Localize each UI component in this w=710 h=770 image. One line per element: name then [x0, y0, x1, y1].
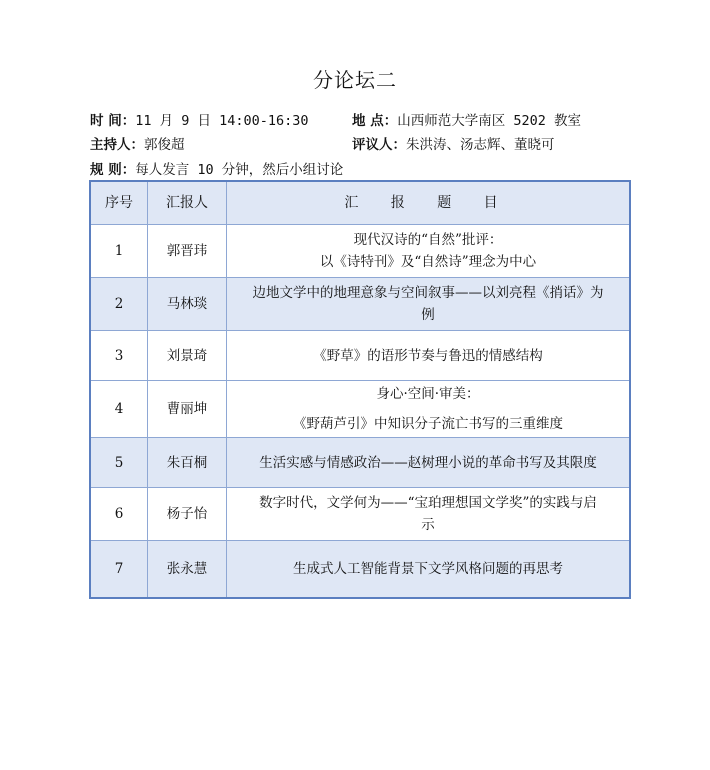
- rule-info: [90, 161, 343, 179]
- topic-line: 例: [421, 307, 435, 323]
- row-num: 2: [90, 278, 148, 331]
- row-topic: [227, 278, 631, 331]
- topic-line: 以《诗特刊》及“自然诗”理念为中心: [319, 254, 537, 270]
- topic-line: 现代汉诗的“自然”批评：: [353, 232, 503, 248]
- time-info: [90, 112, 309, 130]
- table-row: [90, 381, 630, 438]
- header-reporter: 汇报人: [148, 181, 227, 225]
- host-info: [90, 136, 185, 154]
- table-row: [90, 225, 630, 278]
- row-num: 3: [90, 331, 148, 381]
- row-num: 6: [90, 488, 148, 541]
- topic-line: 边地文学中的地理意象与空间叙事——以刘亮程《捎话》为: [252, 285, 604, 301]
- table-row: [90, 331, 630, 381]
- host-value: 郭俊超: [144, 137, 185, 153]
- reviewer-info: [352, 136, 555, 154]
- header-num: 序号: [90, 181, 148, 225]
- header-topic: 汇 报 题 目: [227, 181, 631, 225]
- row-reporter: 杨子怡: [148, 488, 227, 541]
- row-reporter: 曹丽坤: [148, 381, 227, 438]
- topic-line: 身心·空间·审美：: [376, 386, 480, 402]
- topic-line: 示: [421, 517, 435, 533]
- table-row: [90, 541, 630, 599]
- place-label: 地 点：: [352, 113, 398, 129]
- time-label: 时 间：: [90, 113, 136, 129]
- row-topic: [227, 438, 631, 488]
- topic-line: 《野葫芦引》中知识分子流亡书写的三重维度: [293, 416, 563, 432]
- rule-label: 规 则：: [90, 162, 136, 178]
- topic-line: 数字时代，文学何为——“宝珀理想国文学奖”的实践与启: [259, 495, 597, 511]
- row-topic: [227, 381, 631, 438]
- topic-line: 生成式人工智能背景下文学风格问题的再思考: [293, 561, 563, 577]
- row-topic: [227, 541, 631, 599]
- schedule-table: [89, 180, 631, 599]
- place-value: 山西师范大学南区 5202 教室: [397, 113, 581, 129]
- row-reporter: 刘景琦: [148, 331, 227, 381]
- row-reporter: 朱百桐: [148, 438, 227, 488]
- row-num: 7: [90, 541, 148, 599]
- row-num: 5: [90, 438, 148, 488]
- row-num: 4: [90, 381, 148, 438]
- rule-value: 每人发言 10 分钟，然后小组讨论: [135, 162, 344, 178]
- topic-line: 《野草》的语形节奏与鲁迅的情感结构: [313, 347, 543, 364]
- row-reporter: 马林琰: [148, 278, 227, 331]
- table-row: [90, 488, 630, 541]
- row-topic: [227, 488, 631, 541]
- reviewer-value: 朱洪涛、汤志辉、董晓可: [406, 137, 555, 153]
- table-header-row: [90, 181, 630, 225]
- row-reporter: 张永慧: [148, 541, 227, 599]
- row-topic: [227, 331, 631, 381]
- table-row: [90, 438, 630, 488]
- table-row: [90, 278, 630, 331]
- row-num: 1: [90, 225, 148, 278]
- time-value: 11 月 9 日 14:00-16:30: [135, 113, 309, 129]
- page-title: 分论坛二: [313, 68, 397, 92]
- reviewer-label: 评议人：: [352, 137, 406, 153]
- place-info: [352, 112, 581, 130]
- row-topic: [227, 225, 631, 278]
- topic-line: 生活实感与情感政治——赵树理小说的革命书写及其限度: [259, 454, 597, 471]
- host-label: 主持人：: [90, 137, 144, 153]
- row-reporter: 郭晋玮: [148, 225, 227, 278]
